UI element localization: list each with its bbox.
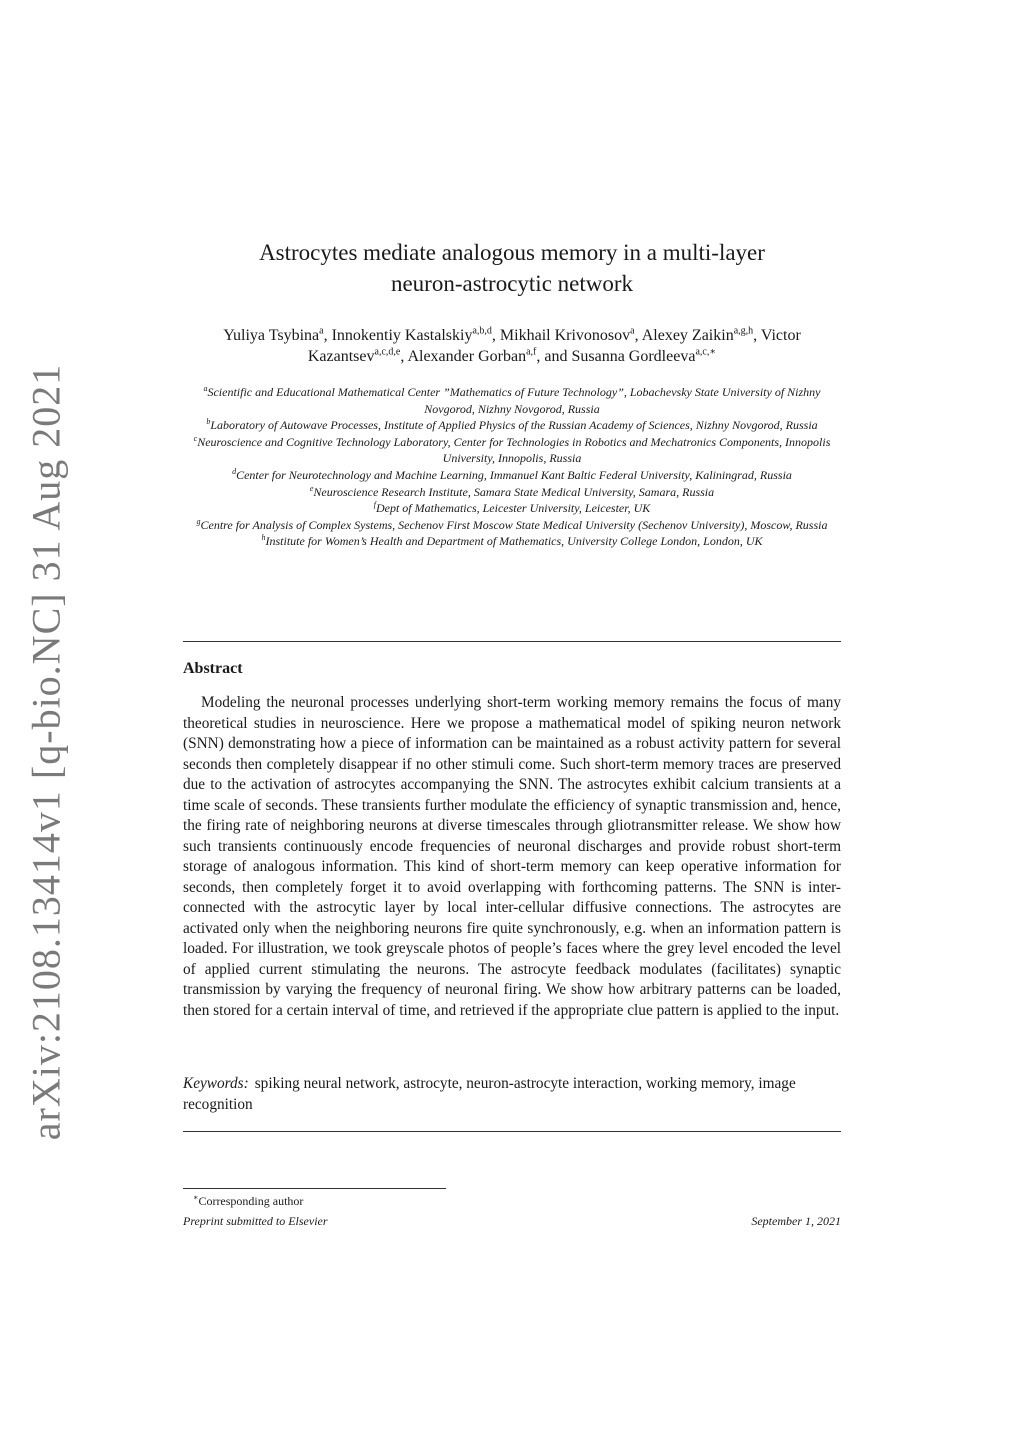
affiliation-item	[183, 500, 841, 517]
affiliation-item	[183, 384, 841, 417]
affiliation-text: Neuroscience Research Institute, Samara State Medical University, Samara, Russia	[313, 484, 715, 499]
paper-title	[183, 237, 841, 299]
affiliation-mark: c	[193, 433, 198, 443]
affiliation-item	[183, 417, 841, 434]
affiliation-text: Neuroscience and Cognitive Technology Laboratory, Center for Technologies in Robotics and Mechatronics Components, Innopolis University, Innopolis, Russia	[197, 434, 831, 466]
author-affiliation-marks: a,c,∗	[695, 346, 717, 358]
author-name: Innokentiy Kastalskiy	[331, 327, 473, 344]
author-affiliation-marks: a,b,d	[472, 325, 492, 337]
affiliation-mark: g	[196, 516, 201, 526]
author-separator: , and	[536, 348, 572, 365]
affiliation-item	[183, 517, 841, 534]
affiliation-item	[183, 467, 841, 484]
affiliation-list	[183, 384, 841, 550]
corresponding-author-footnote	[183, 1193, 303, 1209]
affiliation-item	[183, 533, 841, 550]
affiliation-mark: e	[309, 483, 314, 493]
affiliation-item	[183, 484, 841, 501]
affiliation-mark: f	[373, 500, 376, 510]
footnote-text: Corresponding author	[198, 1194, 304, 1208]
author-separator: ,	[491, 327, 500, 344]
affiliation-text: Laboratory of Autowave Processes, Institute of Applied Physics of the Russian Academy of Sciences, Nizhny Novgorod, Russia	[210, 418, 818, 433]
abstract-top-rule	[183, 641, 841, 642]
affiliation-mark: h	[261, 533, 266, 543]
author-name: Victor Kazantsev	[307, 327, 801, 365]
author-separator: ,	[400, 348, 408, 365]
keywords-text: spiking neural network, astrocyte, neuron-astrocyte interaction, working memory, image recognition	[183, 1075, 796, 1113]
author-affiliation-marks: a	[630, 325, 635, 337]
author-separator: ,	[634, 327, 642, 344]
author-list	[183, 325, 841, 367]
keywords	[183, 1074, 841, 1115]
author-affiliation-marks: a,g,h	[733, 325, 754, 337]
preprint-notice: Preprint submitted to Elsevier	[183, 1214, 328, 1228]
abstract-bottom-rule	[183, 1131, 841, 1132]
affiliation-text: Dept of Mathematics, Leicester University, Leicester, UK	[375, 501, 651, 516]
affiliation-mark: a	[203, 384, 208, 393]
affiliation-text: Centre for Analysis of Complex Systems, Sechenov First Moscow State Medical University (Sechenov University), Moscow, Russia	[200, 517, 828, 532]
author-affiliation-marks: a,f	[526, 346, 537, 358]
affiliation-item	[183, 434, 841, 467]
author-affiliation-marks: a,c,d,e	[374, 346, 401, 358]
preprint-date: September 1, 2021	[751, 1214, 841, 1228]
title-line-1: Astrocytes mediate analogous memory in a multi-layer	[259, 240, 765, 265]
author-affiliation-marks: a	[319, 325, 324, 337]
author-name: Alexey Zaikin	[641, 327, 734, 344]
author-name: Susanna Gordleeva	[571, 348, 696, 365]
arxiv-identifier-stamp: arXiv:2108.13414v1 [q-bio.NC] 31 Aug 2021	[23, 363, 69, 1141]
author-name: Yuliya Tsybina	[223, 327, 320, 344]
keywords-label: Keywords:	[183, 1075, 249, 1092]
footnote-mark: ∗	[193, 1193, 199, 1202]
author-separator: ,	[323, 327, 332, 344]
affiliation-mark: b	[206, 417, 211, 427]
affiliation-text: Center for Neurotechnology and Machine Learning, Immanuel Kant Baltic Federal University, Kaliningrad, Russia	[236, 467, 792, 482]
abstract-heading: Abstract	[183, 660, 243, 677]
title-line-2: neuron-astrocytic network	[390, 271, 634, 296]
author-separator: ,	[753, 327, 761, 344]
footnote-rule	[183, 1188, 446, 1189]
author-name: Mikhail Krivonosov	[499, 327, 631, 344]
author-name: Alexander Gorban	[407, 348, 527, 365]
affiliation-text: Institute for Women’s Health and Department of Mathematics, University College London, London, UK	[265, 534, 763, 549]
affiliation-mark: d	[232, 466, 237, 476]
affiliation-text: Scientific and Educational Mathematical Center ”Mathematics of Future Technology”, Lobachevsky State University of Nizhny Novgorod, Nizhny Novgorod, Russia	[207, 385, 821, 416]
abstract-text: Modeling the neuronal processes underlying short-term working memory remains the focus of many theoretical studies in neuroscience. Here we propose a mathematical model of spiking neuron network (SNN) demonstrating how a piece of information can be maintained as a robust activity pattern for several seconds then completely disappear if no other stimuli come. Such short-term memory traces are preserved due to the activation of astrocytes accompanying the SNN. The astrocytes exhibit calcium transients at a time scale of seconds. These transients further modulate the efficiency of synaptic transmission and, hence, the firing rate of neighboring neurons at diverse timescales through gliotransmitter release. We show how such transients continuously encode frequencies of neuronal discharges and provide robust short-term storage of analogous information. This kind of short-term memory can keep operative information for seconds, then completely forget it to avoid overlapping with forthcoming patterns. The SNN is inter-connected with the astrocytic layer by local inter-cellular diffusive connections. The astrocytes are activated only when the neighboring neurons fire quite synchronously, e.g. when an information pattern is loaded. For illustration, we took greyscale photos of people’s faces where the grey level encoded the level of applied current stimulating the neurons. The astrocyte feedback modulates (facilitates) synaptic transmission by varying the frequency of neuronal firing. We show how arbitrary patterns can be loaded, then stored for a certain interval of time, and retrieved if the appropriate clue pattern is applied to the input.	[183, 694, 841, 1019]
